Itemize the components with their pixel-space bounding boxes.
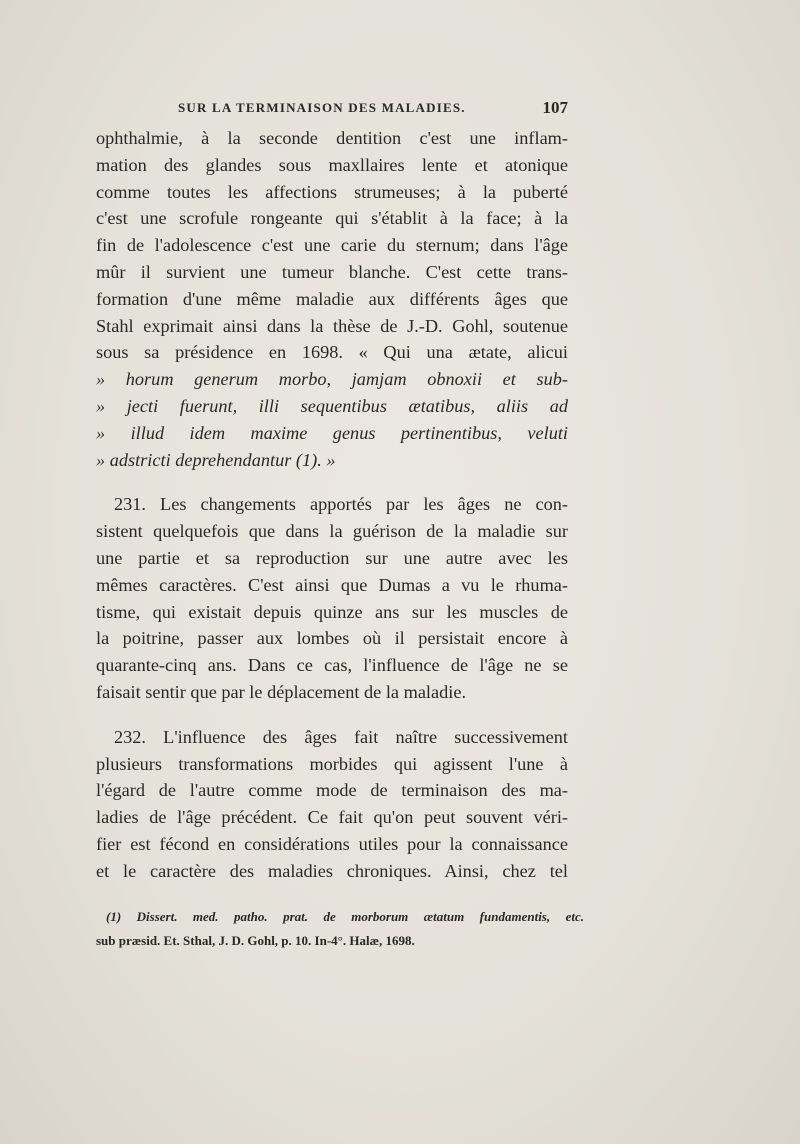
text-line: c'est une scrofule rongeante qui s'établit à la face; à la: [96, 208, 568, 229]
text-line: » illud idem maxime genus pertinentibus, veluti: [96, 422, 568, 443]
text-line: » jecti fuerunt, illi sequentibus ætatibus, aliis ad: [96, 395, 568, 416]
paragraph-231: [96, 491, 568, 705]
text-line: sous sa présidence en 1698. « Qui una ætate, alicui: [96, 342, 568, 363]
text-line: mêmes caractères. C'est ainsi que Dumas a vu le rhuma-: [96, 574, 568, 595]
page-header: [178, 100, 568, 122]
page-number: 107: [542, 98, 568, 117]
body-text: [96, 125, 568, 885]
text-line: » horum generum morbo, jamjam obnoxii et sub-: [96, 369, 568, 390]
text-line: 231. Les changements apportés par les âges ne con-: [114, 494, 568, 515]
text-line: l'égard de l'autre comme mode de terminaison des ma-: [96, 780, 568, 801]
text-line: quarante-cinq ans. Dans ce cas, l'influence de l'âge ne se: [96, 655, 568, 676]
text-line: faisait sentir que par le déplacement de la maladie.: [96, 681, 467, 702]
paragraph-1: [96, 125, 568, 473]
text-line: et le caractère des maladies chroniques. Ainsi, chez tel: [96, 860, 568, 881]
text-line: comme toutes les affections strumeuses; à la puberté: [96, 181, 568, 202]
text-line: » adstricti deprehendantur (1). »: [96, 449, 336, 470]
text-line: la poitrine, passer aux lombes où il persistait encore à: [96, 628, 568, 649]
text-line: tisme, qui existait depuis quinze ans sur les muscles de: [96, 601, 568, 622]
text-line: ladies de l'âge précédent. Ce fait qu'on peut souvent véri-: [96, 807, 568, 828]
paragraph-gap: [96, 706, 568, 724]
text-line: plusieurs transformations morbides qui agissent l'une à: [96, 753, 568, 774]
running-title: SUR LA TERMINAISON DES MALADIES.: [178, 100, 466, 115]
footnote-line: sub præsid. Et. Sthal, J. D. Gohl, p. 10. In-4°. Halæ, 1698.: [96, 933, 415, 948]
text-line: Stahl exprimait ainsi dans la thèse de J.-D. Gohl, soutenue: [96, 315, 568, 336]
text-line: mûr il survient une tumeur blanche. C'est cette trans-: [96, 261, 568, 282]
text-line: formation d'une même maladie aux différents âges que: [96, 288, 568, 309]
text-line: une partie et sa reproduction sur une autre avec les: [96, 547, 568, 568]
text-line: 232. L'influence des âges fait naître successivement: [114, 726, 568, 747]
text-line: fin de l'adolescence c'est une carie du sternum; dans l'âge: [96, 235, 568, 256]
paragraph-232: [96, 724, 568, 885]
paragraph-gap: [96, 473, 568, 491]
text-line: fier est fécond en considérations utiles pour la connaissance: [96, 833, 568, 854]
text-line: ophthalmie, à la seconde dentition c'est une inflam-: [96, 128, 568, 148]
footnote: [96, 905, 584, 953]
text-line: mation des glandes sous maxllaires lente et atonique: [96, 154, 568, 175]
footnote-line: (1) Dissert. med. patho. prat. de morborum ætatum fundamentis, etc.: [106, 909, 584, 924]
text-line: sistent quelquefois que dans la guérison de la maladie sur: [96, 521, 568, 542]
